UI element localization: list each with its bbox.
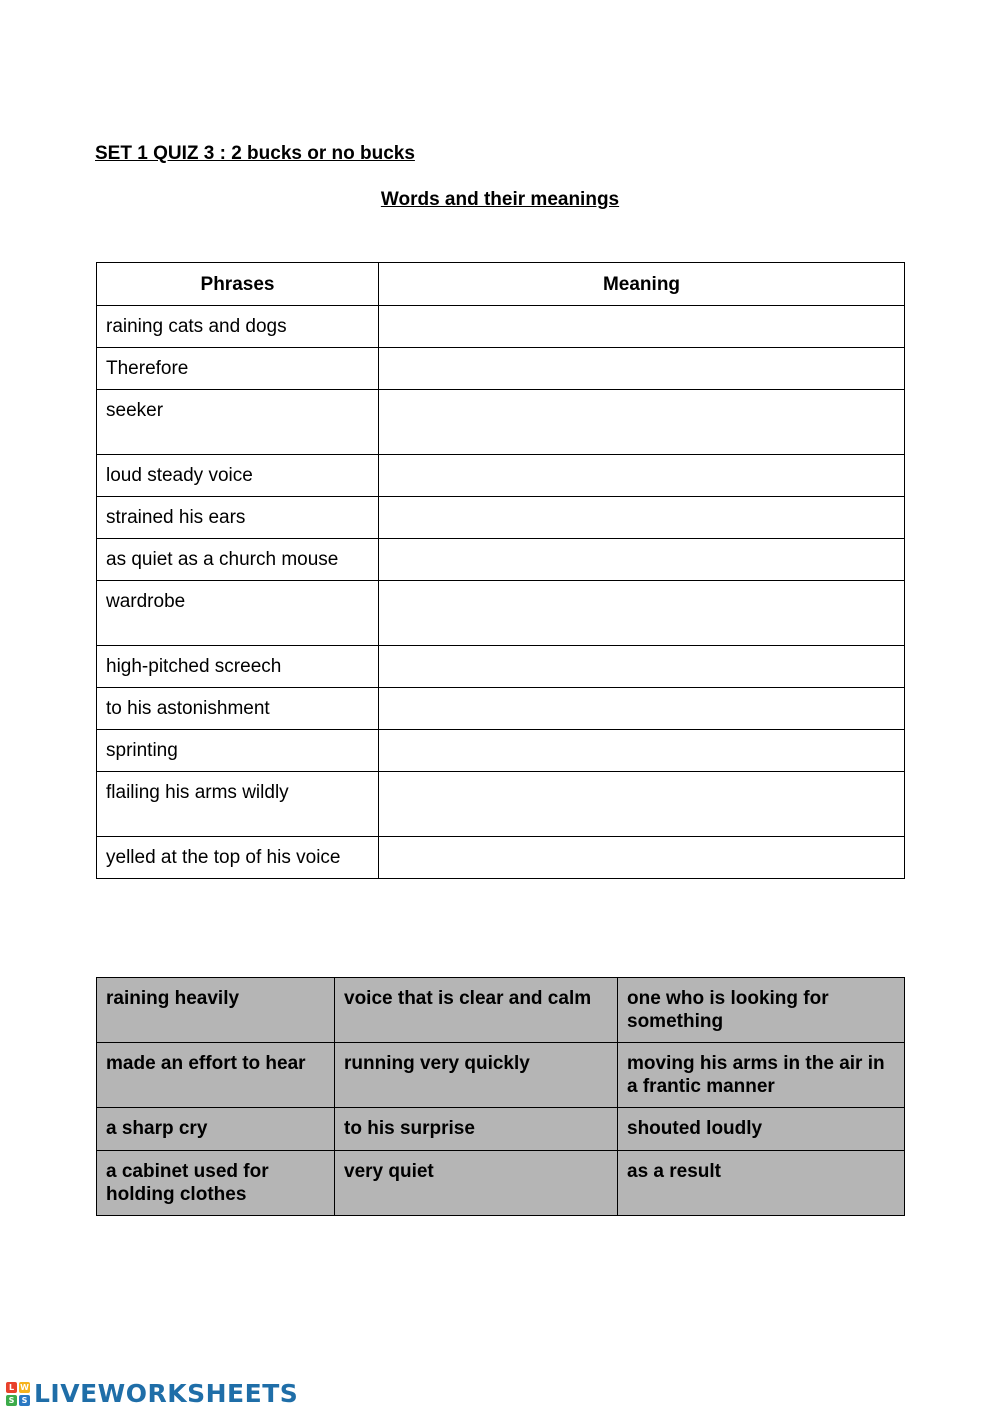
phrase-cell: wardrobe	[97, 581, 379, 646]
table-row	[97, 390, 905, 455]
phrase-cell: high-pitched screech	[97, 646, 379, 688]
logo-text: LIVEWORKSHEETS	[34, 1379, 299, 1408]
table-row	[97, 455, 905, 497]
answer-cell[interactable]: raining heavily	[97, 978, 335, 1043]
table-row	[97, 688, 905, 730]
table-row	[97, 837, 905, 879]
phrases-table	[96, 262, 905, 879]
phrase-cell: yelled at the top of his voice	[97, 837, 379, 879]
column-header-meaning: Meaning	[379, 263, 905, 306]
section-title: Words and their meanings	[380, 189, 620, 210]
answer-cell[interactable]: a cabinet used for holding clothes	[97, 1151, 335, 1216]
table-row	[97, 978, 905, 1043]
phrase-cell: raining cats and dogs	[97, 306, 379, 348]
phrase-cell: loud steady voice	[97, 455, 379, 497]
logo-blocks-icon	[6, 1382, 30, 1406]
answer-cell[interactable]: moving his arms in the air in a frantic manner	[618, 1043, 905, 1108]
answer-cell[interactable]: to his surprise	[335, 1108, 618, 1151]
phrase-cell: strained his ears	[97, 497, 379, 539]
table-row	[97, 1108, 905, 1151]
answer-cell[interactable]: one who is looking for something	[618, 978, 905, 1043]
column-header-phrases: Phrases	[97, 263, 379, 306]
quiz-title: SET 1 QUIZ 3 : 2 bucks or no bucks	[95, 143, 415, 164]
table-header-row	[97, 263, 905, 306]
meaning-cell[interactable]	[379, 539, 905, 581]
table-row	[97, 1043, 905, 1108]
table-row	[97, 730, 905, 772]
meaning-cell[interactable]	[379, 455, 905, 497]
logo-block: L	[6, 1382, 17, 1393]
meaning-cell[interactable]	[379, 497, 905, 539]
answer-cell[interactable]: voice that is clear and calm	[335, 978, 618, 1043]
answer-cell[interactable]: shouted loudly	[618, 1108, 905, 1151]
meaning-cell[interactable]	[379, 390, 905, 455]
answers-table	[96, 977, 905, 1216]
answer-cell[interactable]: made an effort to hear	[97, 1043, 335, 1108]
phrase-cell: Therefore	[97, 348, 379, 390]
answer-cell[interactable]: running very quickly	[335, 1043, 618, 1108]
answer-cell[interactable]: as a result	[618, 1151, 905, 1216]
meaning-cell[interactable]	[379, 837, 905, 879]
liveworksheets-logo[interactable]	[6, 1380, 298, 1408]
meaning-cell[interactable]	[379, 581, 905, 646]
logo-block: S	[6, 1395, 17, 1406]
phrase-cell: to his astonishment	[97, 688, 379, 730]
answer-cell[interactable]: a sharp cry	[97, 1108, 335, 1151]
table-row	[97, 497, 905, 539]
meaning-cell[interactable]	[379, 306, 905, 348]
phrase-cell: seeker	[97, 390, 379, 455]
meaning-cell[interactable]	[379, 730, 905, 772]
meaning-cell[interactable]	[379, 646, 905, 688]
table-row	[97, 1151, 905, 1216]
table-row	[97, 539, 905, 581]
table-row	[97, 646, 905, 688]
table-row	[97, 348, 905, 390]
meaning-cell[interactable]	[379, 348, 905, 390]
phrase-cell: sprinting	[97, 730, 379, 772]
table-row	[97, 306, 905, 348]
phrase-cell: as quiet as a church mouse	[97, 539, 379, 581]
table-row	[97, 772, 905, 837]
logo-block: S	[19, 1395, 30, 1406]
meaning-cell[interactable]	[379, 772, 905, 837]
phrase-cell: flailing his arms wildly	[97, 772, 379, 837]
logo-block: W	[20, 1383, 29, 1392]
answer-cell[interactable]: very quiet	[335, 1151, 618, 1216]
meaning-cell[interactable]	[379, 688, 905, 730]
table-row	[97, 581, 905, 646]
